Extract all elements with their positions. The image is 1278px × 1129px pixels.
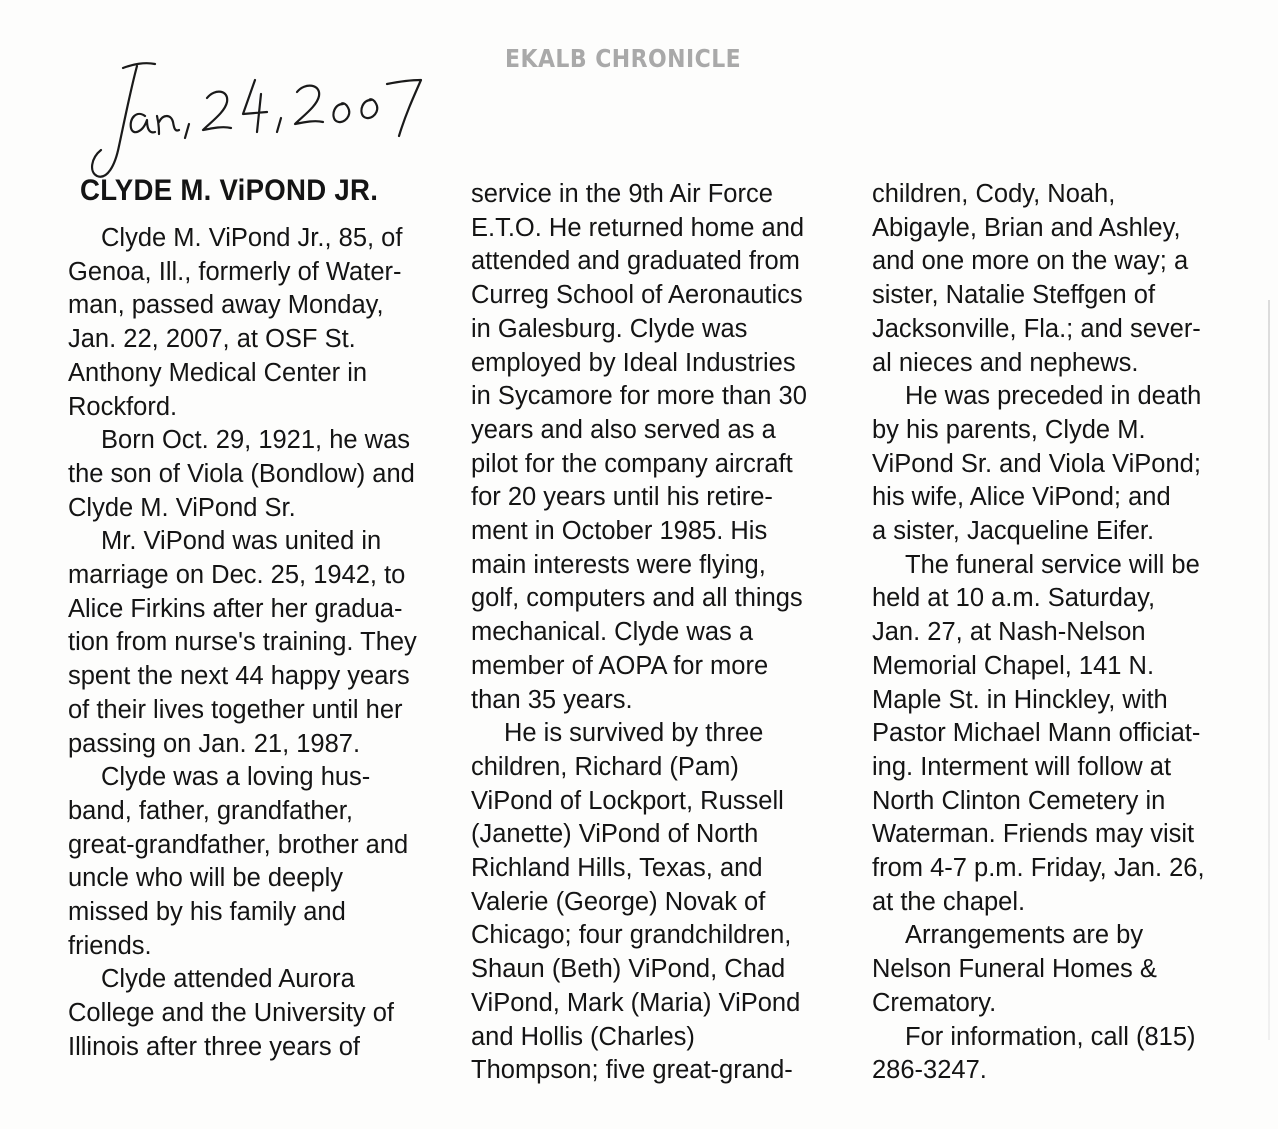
text-line: tion from nurse's training. They	[68, 628, 417, 657]
text-line: and one more on the way; a	[872, 247, 1189, 276]
text-line: children, Richard (Pam)	[471, 752, 739, 781]
text-line: Clyde was a loving hus-	[101, 763, 371, 792]
text-line: mechanical. Clyde was a	[471, 618, 754, 647]
text-line: Pastor Michael Mann officiat-	[872, 719, 1201, 748]
text-line: al nieces and nephews.	[872, 348, 1139, 377]
text-line: in Sycamore for more than 30	[471, 382, 807, 411]
text-line: Arrangements are by	[905, 921, 1144, 950]
text-line: a sister, Jacqueline Eifer.	[872, 517, 1155, 546]
text-line: and Hollis (Charles)	[471, 1022, 695, 1051]
text-line: of their lives together until her	[68, 695, 403, 724]
text-line: (Janette) ViPond of North	[471, 820, 759, 849]
text-line: main interests were flying,	[471, 550, 766, 579]
paragraph	[68, 963, 448, 997]
paragraph	[68, 256, 448, 425]
paragraph	[68, 424, 448, 458]
text-line: E.T.O. He returned home and	[471, 213, 805, 242]
text-line: Clyde M. ViPond Sr.	[68, 493, 296, 522]
text-line: uncle who will be deeply	[68, 864, 343, 893]
text-line: Memorial Chapel, 141 N.	[872, 651, 1155, 680]
text-line: Thompson; five great-grand-	[471, 1056, 793, 1085]
text-line: from 4-7 p.m. Friday, Jan. 26,	[872, 854, 1205, 883]
text-line: Richland Hills, Texas, and	[471, 854, 763, 883]
text-line: ment in October 1985. His	[471, 517, 768, 546]
text-line: Jan. 22, 2007, at OSF St.	[68, 325, 356, 354]
paragraph	[68, 795, 448, 964]
paragraph	[872, 414, 1252, 549]
text-line: employed by Ideal Industries	[471, 348, 796, 377]
text-line: ViPond Sr. and Viola ViPond;	[872, 449, 1201, 478]
text-line: ing. Interment will follow at	[872, 752, 1172, 781]
text-line: band, father, grandfather,	[68, 796, 353, 825]
text-line: Chicago; four grandchildren,	[471, 921, 792, 950]
paragraph	[471, 751, 851, 1088]
paragraph	[68, 222, 448, 256]
text-line: He is survived by three	[504, 719, 764, 748]
text-line: held at 10 a.m. Saturday,	[872, 584, 1156, 613]
text-line: Anthony Medical Center in	[68, 358, 368, 387]
text-line: Nelson Funeral Homes &	[872, 955, 1157, 984]
text-line: his wife, Alice ViPond; and	[872, 483, 1171, 512]
text-line: children, Cody, Noah,	[872, 180, 1116, 208]
text-line: The funeral service will be	[905, 550, 1200, 579]
paragraph	[68, 525, 448, 559]
handwritten-date	[85, 58, 445, 188]
text-line: ViPond, Mark (Maria) ViPond	[471, 988, 801, 1017]
paragraph	[471, 178, 851, 717]
text-line: sister, Natalie Steffgen of	[872, 281, 1156, 310]
newspaper-masthead: EKALB CHRONICLE	[505, 44, 742, 73]
paragraph	[872, 1054, 1252, 1088]
text-line: For information, call (815)	[905, 1022, 1196, 1051]
text-line: Clyde attended Aurora	[101, 965, 355, 994]
text-line: service in the 9th Air Force	[471, 180, 773, 208]
text-line: Shaun (Beth) ViPond, Chad	[471, 955, 786, 984]
text-line: College and the University of	[68, 999, 395, 1028]
text-line: man, passed away Monday,	[68, 291, 384, 320]
text-line: Maple St. in Hinckley, with	[872, 685, 1168, 714]
paragraph	[872, 953, 1252, 1020]
text-line: friends.	[68, 931, 152, 960]
paragraph	[471, 717, 851, 751]
article-column-3	[872, 178, 1252, 1088]
text-line: great-grandfather, brother and	[68, 830, 409, 859]
paragraph	[872, 178, 1252, 380]
paragraph	[68, 997, 448, 1064]
text-line: missed by his family and	[68, 898, 346, 927]
text-line: Mr. ViPond was united in	[101, 527, 382, 556]
text-line: Clyde M. ViPond Jr., 85, of	[101, 224, 403, 252]
text-line: Jacksonville, Fla.; and sever-	[872, 314, 1201, 343]
text-line: ViPond of Lockport, Russell	[471, 786, 784, 815]
paragraph	[68, 559, 448, 761]
text-line: Curreg School of Aeronautics	[471, 281, 803, 310]
paragraph	[68, 458, 448, 525]
paragraph	[872, 380, 1252, 414]
obituary-headline: CLYDE M. ViPOND JR.	[80, 174, 379, 207]
text-line: Waterman. Friends may visit	[872, 820, 1195, 849]
text-line: Alice Firkins after her gradua-	[68, 594, 403, 623]
text-line: Crematory.	[872, 988, 997, 1017]
text-line: Born Oct. 29, 1921, he was	[101, 426, 411, 455]
text-line: Illinois after three years of	[68, 1032, 360, 1061]
paragraph	[872, 549, 1252, 583]
text-line: Genoa, Ill., formerly of Water-	[68, 257, 402, 286]
text-line: Abigayle, Brian and Ashley,	[872, 213, 1181, 242]
paragraph	[872, 919, 1252, 953]
scan-edge-shadow	[1268, 300, 1270, 1040]
text-line: member of AOPA for more	[471, 651, 769, 680]
text-line: pilot for the company aircraft	[471, 449, 793, 478]
text-line: than 35 years.	[471, 685, 633, 714]
text-line: by his parents, Clyde M.	[872, 415, 1146, 444]
text-line: Valerie (George) Novak of	[471, 887, 766, 916]
text-line: attended and graduated from	[471, 247, 800, 276]
text-line: golf, computers and all things	[471, 584, 803, 613]
text-line: the son of Viola (Bondlow) and	[68, 459, 415, 488]
text-line: passing on Jan. 21, 1987.	[68, 729, 361, 758]
text-line: Rockford.	[68, 392, 178, 421]
text-line: He was preceded in death	[905, 382, 1202, 411]
article-column-1	[68, 222, 448, 1065]
text-line: for 20 years until his retire-	[471, 483, 773, 512]
text-line: spent the next 44 happy years	[68, 662, 410, 691]
paragraph	[872, 1021, 1252, 1055]
text-line: marriage on Dec. 25, 1942, to	[68, 561, 406, 590]
text-line: in Galesburg. Clyde was	[471, 314, 748, 343]
paragraph	[68, 761, 448, 795]
text-line: 286-3247.	[872, 1056, 987, 1085]
text-line: Jan. 27, at Nash-Nelson	[872, 618, 1146, 647]
text-line: North Clinton Cemetery in	[872, 786, 1166, 815]
text-line: years and also served as a	[471, 415, 776, 444]
paragraph	[872, 582, 1252, 919]
article-column-2	[471, 178, 851, 1088]
text-line: at the chapel.	[872, 887, 1026, 916]
